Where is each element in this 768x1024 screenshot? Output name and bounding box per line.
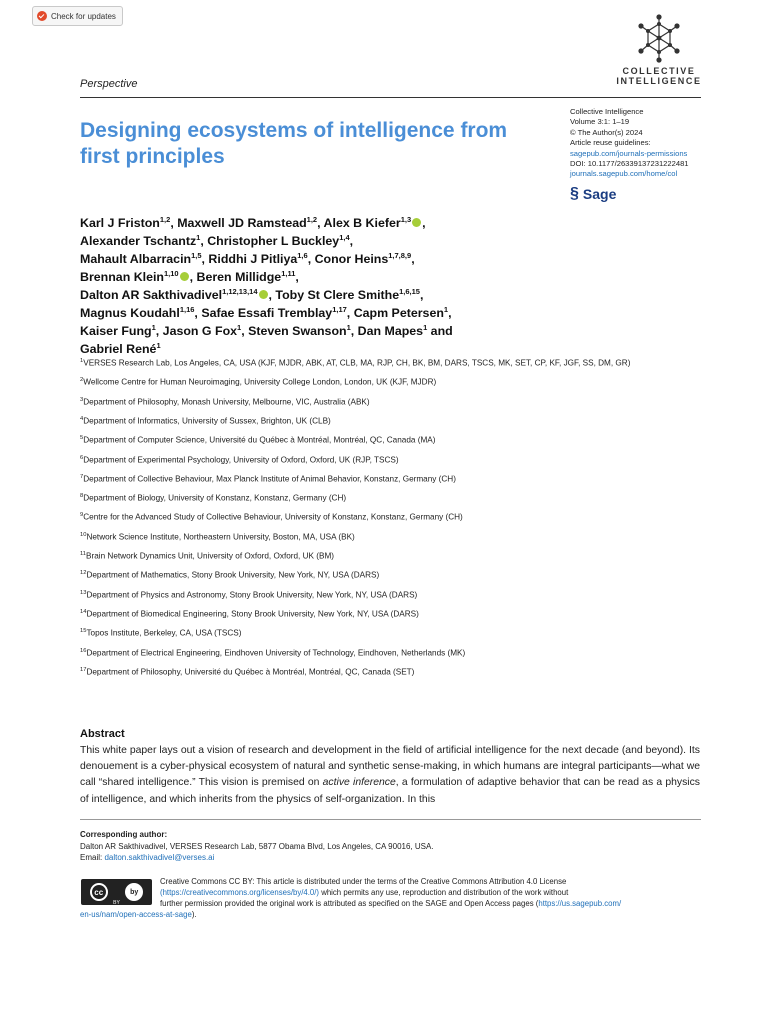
affiliation-text: Wellcome Centre for Human Neuroimaging, University College London, London, UK (KJF, MJDR) xyxy=(83,378,437,388)
author-name: Riddhi J Pitliya xyxy=(208,252,298,266)
author-affiliation-marker: 1,5 xyxy=(191,250,202,260)
author-affiliation-marker: 1,4 xyxy=(339,232,350,242)
author-name: Christopher L Buckley xyxy=(207,234,340,248)
license-line-1: Creative Commons CC BY: This article is distributed under the terms of the Creative Commons Attribution 4.0 License xyxy=(160,877,567,886)
journal-copyright: © The Author(s) 2024 xyxy=(570,127,643,137)
footer-rule xyxy=(80,819,701,820)
corresponding-heading: Corresponding author: xyxy=(80,830,168,839)
author-name: Steven Swanson xyxy=(248,324,347,338)
journal-home-link[interactable]: journals.sagepub.com/home/col xyxy=(570,169,678,179)
author-affiliation-marker: 1,6,15 xyxy=(399,286,420,296)
author-separator: , xyxy=(295,270,299,284)
affiliation-number: 12 xyxy=(80,570,87,577)
author-name: Safae Essafi Tremblay xyxy=(201,306,333,320)
author-separator: , xyxy=(307,252,315,266)
affiliation-text: Department of Mathematics, Stony Brook University, New York, NY, USA (DARS) xyxy=(86,571,380,581)
author-separator: , xyxy=(419,288,424,302)
author-name: Magnus Koudahl xyxy=(80,306,180,320)
affiliation-item xyxy=(80,667,414,677)
affiliation-number: 17 xyxy=(80,666,87,673)
collective-intelligence-logo-icon xyxy=(636,14,682,64)
orcid-icon[interactable] xyxy=(412,218,421,227)
author-name: Beren Millidge xyxy=(196,270,282,284)
permissions-link[interactable]: sagepub.com/journals-permissions xyxy=(570,148,688,158)
logo-line-1: COLLECTIVE xyxy=(622,66,696,76)
author-name: Toby St Clere Smithe xyxy=(275,288,400,302)
journal-name: Collective Intelligence xyxy=(570,107,644,116)
author-separator: and xyxy=(427,324,453,338)
affiliation-item xyxy=(80,532,355,542)
journal-metadata xyxy=(570,107,710,180)
abstract-emphasis: active inference xyxy=(322,777,396,789)
email-link[interactable]: dalton.sakthivadivel@verses.ai xyxy=(104,853,215,862)
affiliation-number: 7 xyxy=(80,473,84,480)
affiliation-text: Centre for the Advanced Study of Collective Behaviour, University of Konstanz, Konstanz, Germany (CH) xyxy=(83,513,463,523)
author-separator: , xyxy=(349,234,354,248)
author-affiliation-marker: 1,7,8,9 xyxy=(388,250,412,260)
journal-volume: Volume 3:1: 1–19 xyxy=(570,117,630,127)
affiliation-text: Department of Informatics, University of Sussex, Brighton, UK (CLB) xyxy=(83,416,331,426)
author-separator: , xyxy=(189,270,197,284)
license-line-3: further permission provided the original work is attributed as specified on the SAGE and Open Access pages ( xyxy=(160,899,539,908)
license-text xyxy=(160,876,702,909)
author-name: Maxwell JD Ramstead xyxy=(177,216,307,230)
author-separator: , xyxy=(411,252,415,266)
affiliation-number: 5 xyxy=(80,435,84,442)
corresponding-author xyxy=(80,829,434,864)
author-affiliation-marker: 1,3 xyxy=(400,214,412,224)
corresponding-address: Dalton AR Sakthivadivel, VERSES Research Lab, 5877 Obama Blvd, Los Angeles, CA 90016, USA. xyxy=(80,841,434,851)
check-updates-label: Check for updates xyxy=(51,11,116,21)
affiliation-item xyxy=(80,358,630,368)
author-name: Conor Heins xyxy=(314,252,389,266)
author-name: Dalton AR Sakthivadivel xyxy=(80,288,223,302)
author-affiliation-marker: 1 xyxy=(237,322,242,332)
header-rule xyxy=(80,97,701,98)
affiliation-item xyxy=(80,512,463,522)
author-affiliation-marker: 1 xyxy=(443,304,449,314)
sage-publisher-logo xyxy=(570,185,616,203)
author-name: Karl J Friston xyxy=(80,216,160,230)
author-separator: , xyxy=(346,306,354,320)
author-name: Gabriel René xyxy=(80,342,157,356)
affiliation-item xyxy=(80,648,465,658)
author-separator: , xyxy=(200,234,208,248)
article-title: Designing ecosystems of intelligence from first principles xyxy=(80,119,508,168)
author-affiliation-marker: 1,2 xyxy=(159,214,171,224)
author-list xyxy=(80,214,550,358)
by-label: BY xyxy=(113,900,120,906)
affiliation-text: Topos Institute, Berkeley, CA, USA (TSCS) xyxy=(86,628,242,638)
affiliation-number: 1 xyxy=(80,358,84,364)
affiliation-number: 4 xyxy=(80,415,84,422)
author-separator: , xyxy=(201,252,209,266)
author-separator: , xyxy=(170,216,178,230)
affiliation-text: Department of Computer Science, Université du Québec à Montréal, Montréal, QC, Canada (MA) xyxy=(83,435,436,445)
author-affiliation-marker: 1 xyxy=(196,232,201,242)
license-line-2: which permits any use, reproduction and distribution of the work without xyxy=(319,888,569,897)
affiliation-item xyxy=(80,377,436,387)
author-affiliation-marker: 1,6 xyxy=(297,250,308,260)
email-label: Email: xyxy=(80,853,105,862)
logo-line-2: INTELLIGENCE xyxy=(616,76,702,86)
affiliation-item xyxy=(80,628,241,638)
author-affiliation-marker: 1 xyxy=(346,322,351,332)
author-affiliation-marker: 1,11 xyxy=(281,268,296,278)
author-affiliation-marker: 1,2 xyxy=(306,214,318,224)
affiliation-item xyxy=(80,590,417,600)
affiliation-item xyxy=(80,609,419,619)
author-separator: , xyxy=(317,216,324,230)
affiliation-number: 9 xyxy=(80,512,84,519)
affiliation-text: Department of Collective Behaviour, Max Planck Institute of Animal Behavior, Konstanz, Germany (CH) xyxy=(83,474,456,484)
affiliation-item xyxy=(80,493,346,503)
open-access-link-part1[interactable]: https://us.sagepub.com/ xyxy=(538,899,622,908)
affiliation-text: Department of Philosophy, Université du Québec à Montréal, Montréal, QC, Canada (SET) xyxy=(86,667,415,677)
author-name: Alexander Tschantz xyxy=(80,234,197,248)
affiliation-item xyxy=(80,551,334,561)
open-access-link-part2[interactable]: en-us/nam/open-access-at-sage xyxy=(80,910,192,919)
affiliation-text: VERSES Research Lab, Los Angeles, CA, USA (KJF, MJDR, ABK, AT, CLB, MA, RJP, CH, BK, BM, DARS, TSCS, MK, SET, CP, KF, JGF, SS, DM, GR) xyxy=(83,358,631,368)
author-separator: , xyxy=(241,324,249,338)
abstract-text-2: , a formulation of adaptive behavior that can be read as a physics of intelligence, and which inherits from the physics of self-organization. In this xyxy=(80,777,701,805)
affiliation-text: Department of Biology, University of Konstanz, Konstanz, Germany (CH) xyxy=(83,493,347,503)
sage-label: Sage xyxy=(582,186,617,202)
author-separator: , xyxy=(194,306,202,320)
affiliation-text: Department of Physics and Astronomy, Stony Brook University, New York, NY, USA (DARS) xyxy=(86,590,418,600)
affiliation-text: Brain Network Dynamics Unit, University of Oxford, Oxford, UK (BM) xyxy=(86,551,334,561)
license-text-cont xyxy=(80,909,702,920)
affiliation-item xyxy=(80,416,331,426)
affiliation-number: 13 xyxy=(80,589,87,596)
author-name: Mahault Albarracin xyxy=(80,252,192,266)
attribution-person-icon: by xyxy=(125,883,143,901)
reuse-guidelines-label: Article reuse guidelines: xyxy=(570,138,651,148)
cc-by-badge[interactable] xyxy=(81,879,152,905)
affiliation-number: 8 xyxy=(80,493,84,500)
author-separator: , xyxy=(155,324,163,338)
affiliation-number: 11 xyxy=(80,551,87,557)
affiliation-number: 15 xyxy=(80,628,87,635)
affiliation-text: Department of Electrical Engineering, Eindhoven University of Technology, Eindhoven, Netherlands (MK) xyxy=(86,648,466,658)
affiliation-item xyxy=(80,455,399,465)
abstract-heading: Abstract xyxy=(80,728,125,740)
orcid-icon[interactable] xyxy=(259,290,268,299)
affiliation-text: Network Science Institute, Northeastern University, Boston, MA, USA (BK) xyxy=(86,532,355,542)
creative-commons-icon: cc xyxy=(90,883,108,901)
check-for-updates-button[interactable] xyxy=(32,6,123,26)
author-separator: , xyxy=(448,306,452,320)
check-updates-icon xyxy=(37,11,47,21)
journal-logo xyxy=(606,14,712,94)
author-name: Dan Mapes xyxy=(357,324,424,338)
affiliation-number: 2 xyxy=(80,377,84,384)
author-name: Capm Petersen xyxy=(353,306,444,320)
author-affiliation-marker: 1 xyxy=(151,322,156,332)
sage-s-icon: § xyxy=(570,185,579,202)
author-affiliation-marker: 1 xyxy=(156,340,161,350)
author-separator: , xyxy=(268,288,276,302)
doi: DOI: 10.1177/26339137231222481 xyxy=(570,159,689,169)
author-affiliation-marker: 1,10 xyxy=(164,268,179,278)
affiliation-number: 16 xyxy=(80,647,87,654)
license-end: ). xyxy=(191,910,197,919)
orcid-icon[interactable] xyxy=(180,272,189,281)
affiliation-number: 10 xyxy=(80,531,87,538)
abstract-text-1: This white paper lays out a vision of research and development in the field of artificial intelligence for the next decade (and beyond). Its denouement is a cyber-physical ecosystem of natural and synthetic sense-making, in which humans are integral participants—what we call “shared intelligence.” This vision is premised on xyxy=(80,745,700,789)
affiliation-text: Department of Experimental Psychology, University of Oxford, Oxford, UK (RJP, TSCS) xyxy=(83,455,399,465)
author-name: Alex B Kiefer xyxy=(323,216,401,230)
affiliation-text: Department of Philosophy, Monash University, Melbourne, VIC, Australia (ABK) xyxy=(83,397,370,407)
affiliation-item xyxy=(80,435,435,445)
affiliation-item xyxy=(80,397,370,407)
author-separator: , xyxy=(422,216,426,230)
abstract-body xyxy=(80,743,700,808)
affiliation-number: 14 xyxy=(80,608,87,615)
author-affiliation-marker: 1,12,13,14 xyxy=(222,286,258,296)
author-name: Jason G Fox xyxy=(162,324,238,338)
article-type-label: Perspective xyxy=(80,78,138,90)
author-name: Kaiser Fung xyxy=(80,324,152,338)
affiliation-number: 3 xyxy=(80,396,84,403)
affiliation-item xyxy=(80,570,379,580)
author-affiliation-marker: 1 xyxy=(423,322,428,332)
author-affiliation-marker: 1,16 xyxy=(179,304,195,314)
affiliation-number: 6 xyxy=(80,454,84,461)
affiliation-text: Department of Biomedical Engineering, Stony Brook University, New York, NY, USA (DARS) xyxy=(86,609,419,619)
affiliation-item xyxy=(80,474,456,484)
author-separator: , xyxy=(350,324,358,338)
author-affiliation-marker: 1,17 xyxy=(332,304,347,314)
author-name: Brennan Klein xyxy=(80,270,164,284)
license-link[interactable]: (https://creativecommons.org/licenses/by/4.0/) xyxy=(160,888,320,897)
